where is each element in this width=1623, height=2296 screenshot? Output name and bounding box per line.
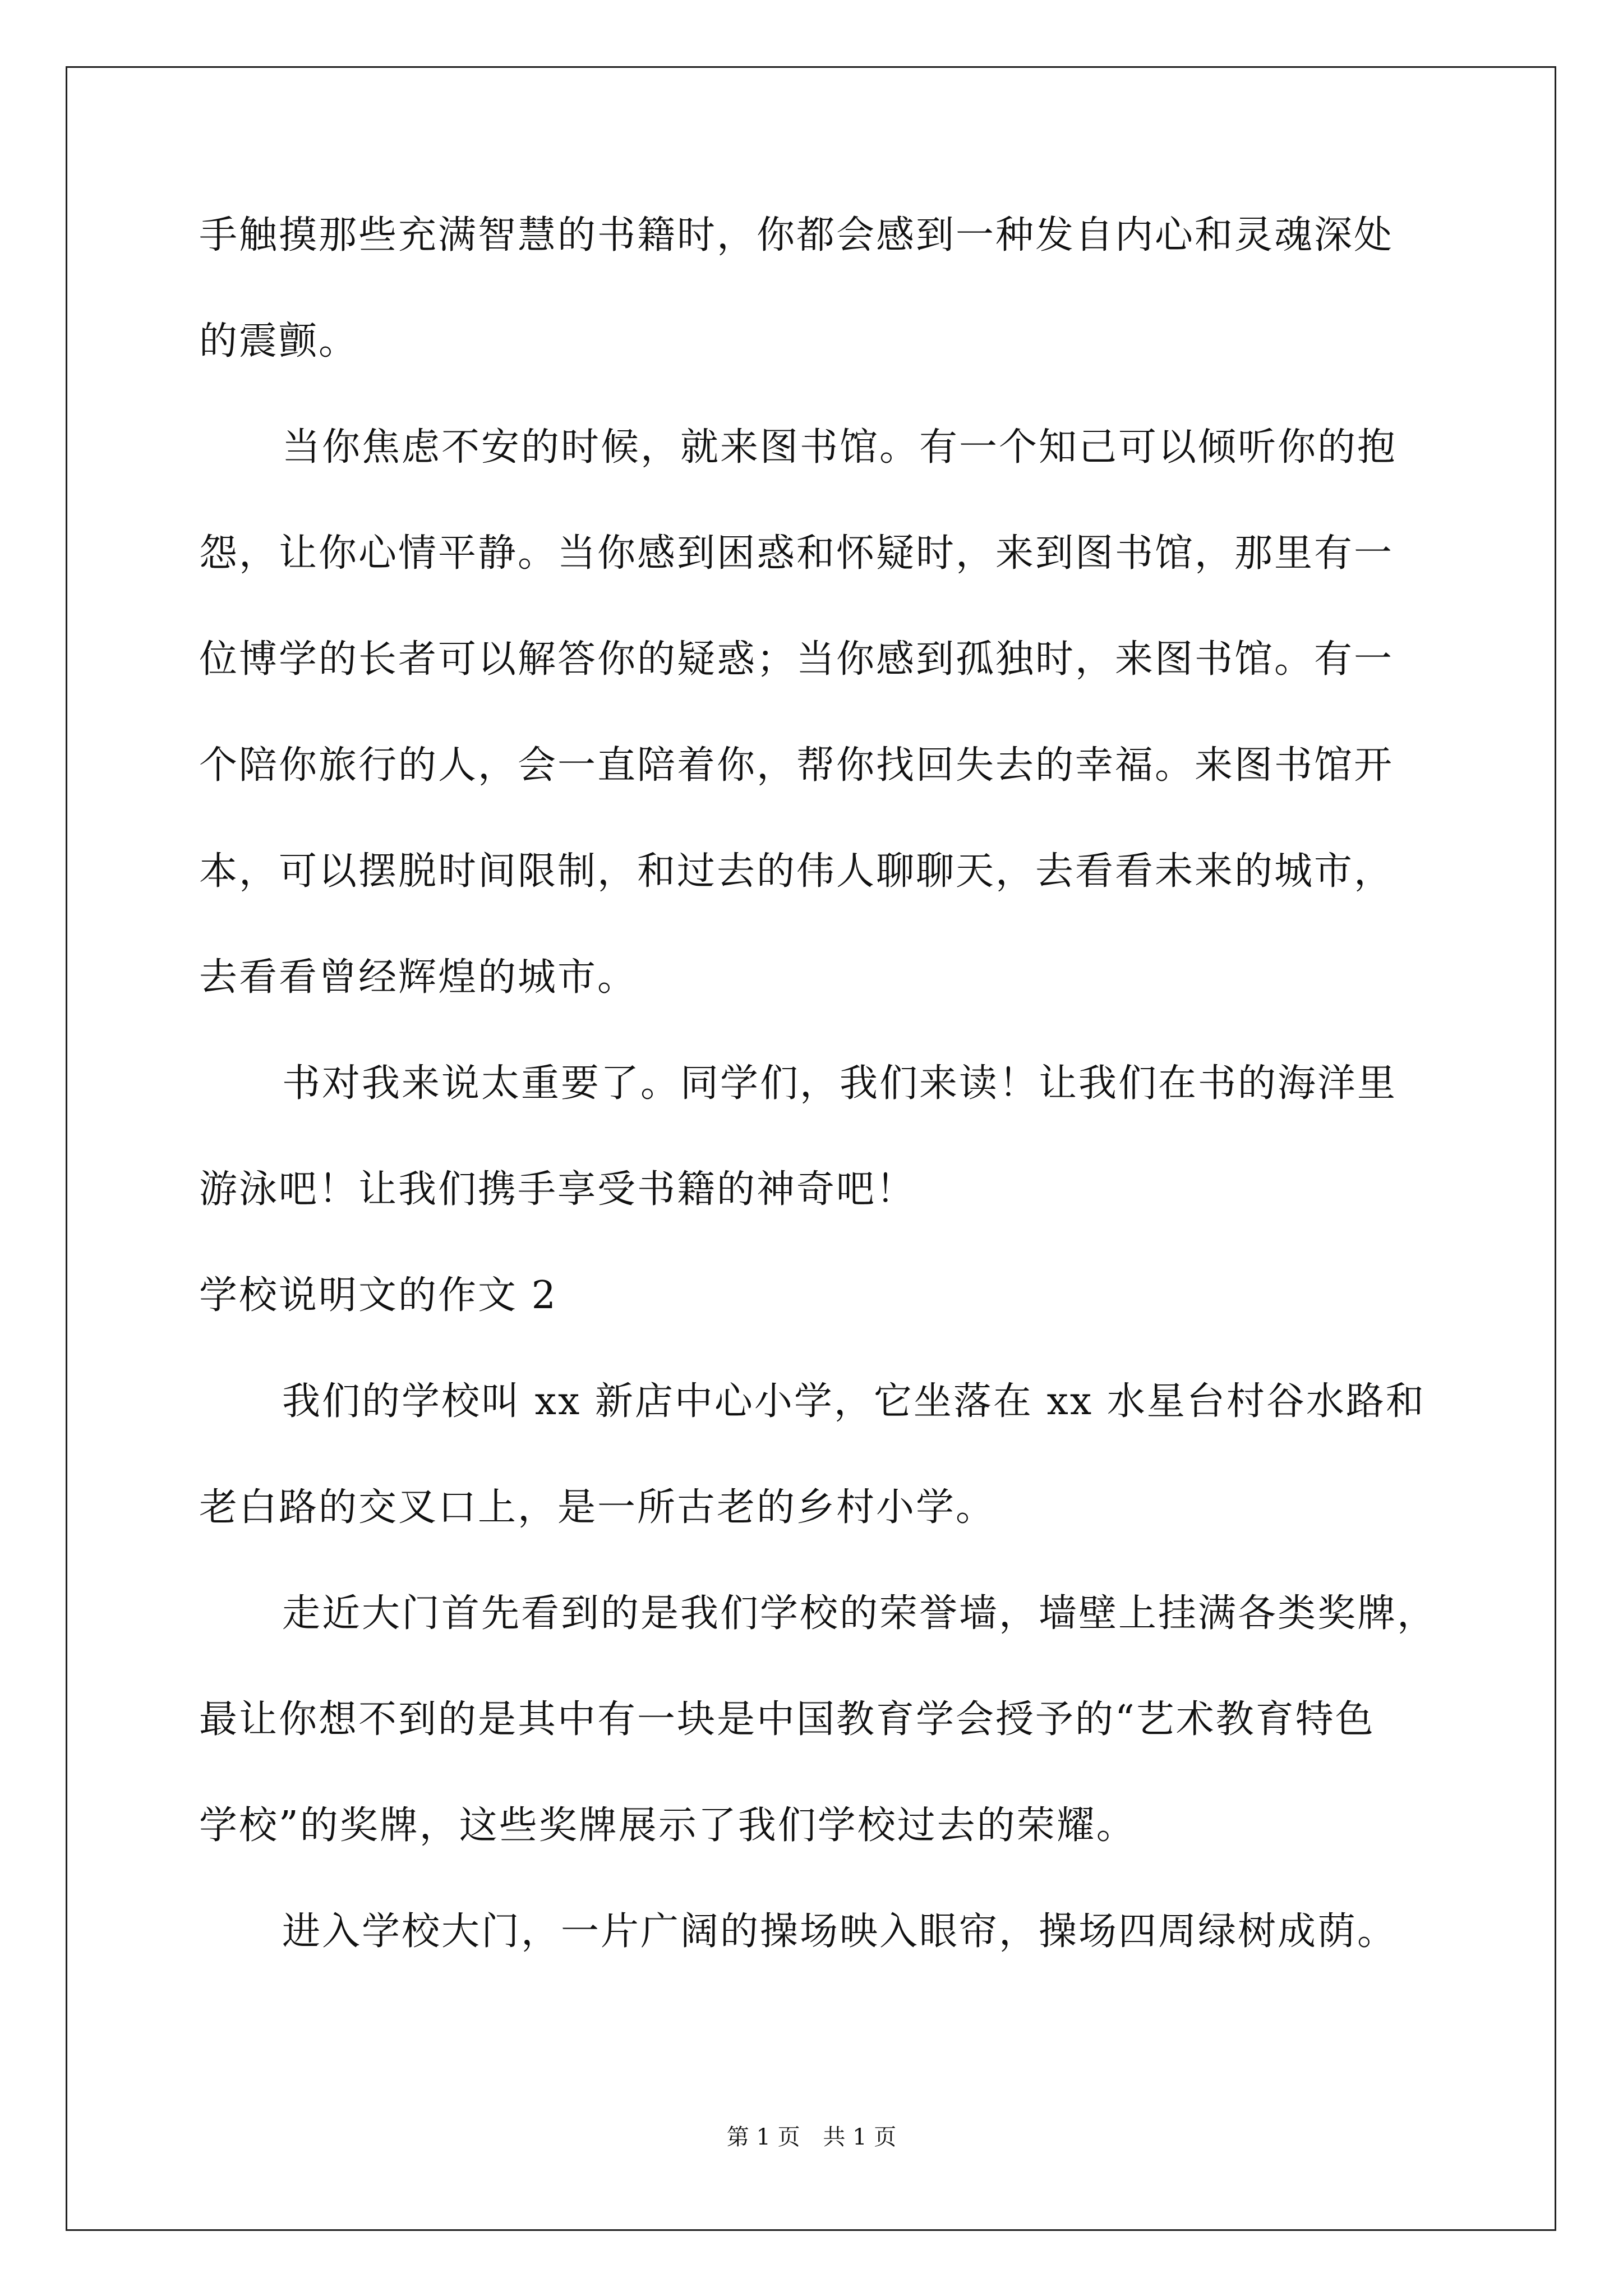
paragraph-first-line: 我们的学校叫 xx 新店中心小学，它坐落在 xx 水星台村谷水路和 — [282, 1379, 1426, 1424]
paragraph-first-line: 当你焦虑不安的时候，就来图书馆。有一个知己可以倾听你的抱 — [282, 425, 1398, 470]
page-footer — [0, 2120, 1623, 2154]
paragraph-first-line: 书对我来说太重要了。同学们，我们来读！让我们在书的海洋里 — [282, 1061, 1398, 1106]
page-number: 第 1 页 — [726, 2124, 800, 2150]
text-line: 本，可以摆脱时间限制，和过去的伟人聊聊天，去看看未来的城市， — [199, 849, 1394, 894]
text-line: 最让你想不到的是其中有一块是中国教育学会授予的“艺术教育特色 — [199, 1697, 1375, 1742]
text-line: 的震颤。 — [199, 319, 359, 364]
text-line: 学校”的奖牌，这些奖牌展示了我们学校过去的荣耀。 — [199, 1803, 1136, 1848]
text-line: 位博学的长者可以解答你的疑惑；当你感到孤独时，来图书馆。有一 — [199, 637, 1394, 682]
paragraph-first-line: 进入学校大门，一片广阔的操场映入眼帘，操场四周绿树成荫。 — [282, 1910, 1398, 1954]
section-heading: 学校说明文的作文 2 — [199, 1273, 557, 1318]
text-line: 个陪你旅行的人，会一直陪着你，帮你找回失去的幸福。来图书馆开 — [199, 743, 1394, 788]
text-line: 去看看曾经辉煌的城市。 — [199, 955, 638, 1000]
text-line: 怨，让你心情平静。当你感到困惑和怀疑时，来到图书馆，那里有一 — [199, 531, 1394, 576]
paragraph-first-line: 走近大门首先看到的是我们学校的荣誉墙，墙壁上挂满各类奖牌， — [282, 1591, 1437, 1636]
page-total: 共 1 页 — [823, 2124, 897, 2150]
text-line: 游泳吧！让我们携手享受书籍的神奇吧！ — [199, 1167, 916, 1212]
text-line: 手触摸那些充满智慧的书籍时，你都会感到一种发自内心和灵魂深处 — [199, 213, 1394, 257]
text-line: 老白路的交叉口上，是一所古老的乡村小学。 — [199, 1485, 996, 1530]
